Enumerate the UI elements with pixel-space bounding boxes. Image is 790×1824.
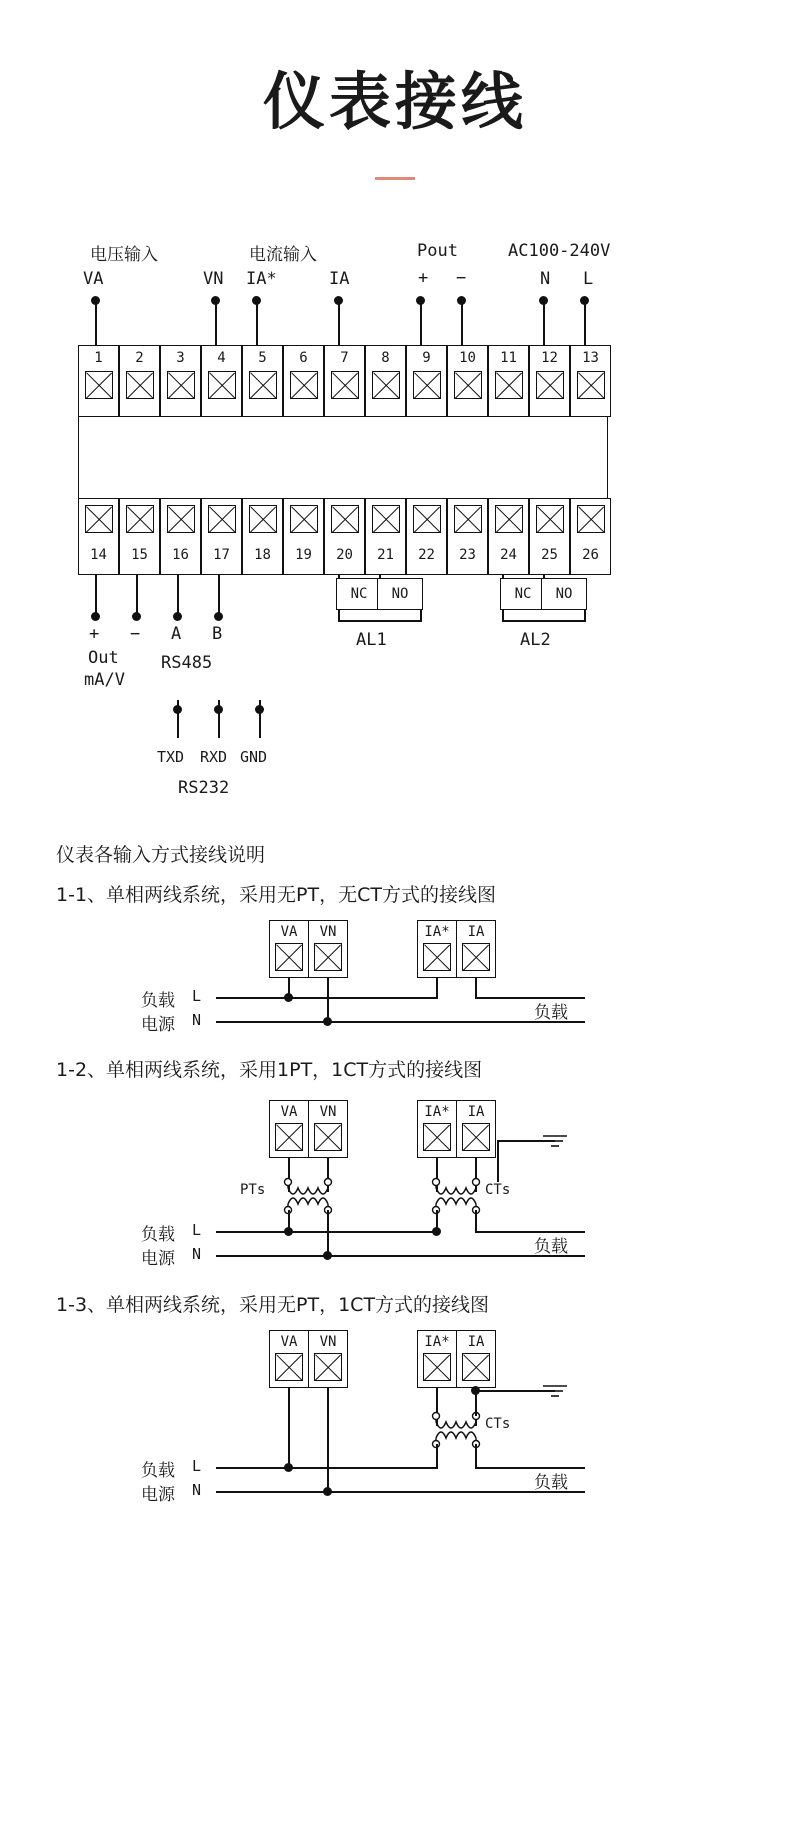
lead-wire-12	[543, 300, 545, 346]
label-va: VA	[83, 269, 104, 289]
c2-ct-pri-right	[475, 1210, 477, 1232]
c3-ct-pri-left	[436, 1444, 438, 1468]
terminal-screw-17	[208, 505, 236, 533]
terminal-number-10: 10	[459, 350, 476, 366]
label-al1: AL1	[356, 630, 387, 650]
ground-symbol-case3	[541, 1382, 571, 1402]
terminal-number-20: 20	[336, 547, 353, 563]
terminal-number-18: 18	[254, 547, 271, 563]
terminal-number-19: 19	[295, 547, 312, 563]
c1-line-l	[216, 997, 438, 999]
c2-line-n	[216, 1255, 585, 1257]
terminal-number-3: 3	[176, 350, 185, 366]
c1-label-n: N	[192, 1011, 202, 1029]
c2-screw-ia	[462, 1123, 490, 1151]
terminal-1	[78, 345, 119, 417]
c3-label-load-right: 负载	[534, 1473, 568, 1493]
terminal-number-17: 17	[213, 547, 230, 563]
lead-dot-3	[211, 296, 220, 305]
c1-drop-vn	[327, 978, 329, 1022]
terminal-screw-22	[413, 505, 441, 533]
label-pout: Pout	[417, 241, 458, 261]
c3-drop-vn	[327, 1388, 329, 1492]
terminal-screw-13	[577, 371, 605, 399]
rs232-dot-txd	[173, 705, 182, 714]
label-txd: TXD	[157, 748, 185, 766]
terminal-number-6: 6	[299, 350, 308, 366]
terminal-7	[324, 345, 365, 417]
terminal-21	[365, 498, 406, 575]
c3-dot-n	[323, 1487, 332, 1496]
ct-transformer-symbol	[418, 1170, 528, 1220]
c1-line-l-right	[475, 997, 585, 999]
c3-label-iastar: IA*	[424, 1334, 450, 1350]
c3-label-source: 电源	[141, 1485, 175, 1505]
c2-pt-pri-right	[327, 1210, 329, 1256]
terminal-3	[160, 345, 201, 417]
c1-label-load-right: 负载	[534, 1003, 568, 1023]
terminal-2	[119, 345, 160, 417]
lead-wire-1	[95, 300, 97, 346]
terminal-screw-21	[372, 505, 400, 533]
terminal-number-7: 7	[340, 350, 349, 366]
terminal-25	[529, 498, 570, 575]
c3-ct-pri-right	[475, 1444, 477, 1468]
label-rs485: RS485	[161, 653, 213, 673]
ground-symbol-case2	[541, 1132, 571, 1152]
terminal-5	[242, 345, 283, 417]
terminal-11	[488, 345, 529, 417]
c2-label-load-left: 负载	[141, 1225, 175, 1245]
lead-dot-13	[580, 296, 589, 305]
c1-drop-ia	[475, 978, 477, 998]
label-al2-nc: NC	[514, 586, 532, 602]
rs232-dot-rxd	[214, 705, 223, 714]
lead-wire-5	[256, 300, 258, 346]
c3-line-l-right	[475, 1467, 585, 1469]
c1-label-l: L	[192, 987, 202, 1005]
label-rxd: RXD	[200, 748, 228, 766]
terminal-12	[529, 345, 570, 417]
case-1-2-heading: 1-2、单相两线系统，采用1PT，1CT方式的接线图	[56, 1059, 483, 1081]
terminal-screw-11	[495, 371, 523, 399]
terminal-22	[406, 498, 447, 575]
c2-screw-iastar	[423, 1123, 451, 1151]
c2-label-cts: CTs	[485, 1182, 511, 1198]
lead-dot-12	[539, 296, 548, 305]
c2-line-l-right	[475, 1231, 585, 1233]
ct-transformer-symbol-case3	[418, 1404, 528, 1454]
terminal-6	[283, 345, 324, 417]
label-vn: VN	[203, 269, 224, 289]
terminal-9	[406, 345, 447, 417]
out-lead-wire-15	[136, 575, 138, 617]
terminal-screw-26	[577, 505, 605, 533]
rs485-lead-dot-17	[214, 612, 223, 621]
terminal-screw-18	[249, 505, 277, 533]
lead-dot-10	[457, 296, 466, 305]
label-rs485-b: B	[212, 624, 223, 644]
label-current-input: 电流输入	[249, 245, 317, 265]
out-lead-wire-14	[95, 575, 97, 617]
out-lead-dot-15	[132, 612, 141, 621]
terminal-screw-3	[167, 371, 195, 399]
c2-dot-l	[284, 1227, 293, 1236]
terminal-number-14: 14	[90, 547, 107, 563]
terminal-screw-4	[208, 371, 236, 399]
c3-label-load-left: 负载	[141, 1461, 175, 1481]
terminal-number-26: 26	[582, 547, 599, 563]
terminal-number-23: 23	[459, 547, 476, 563]
c3-dot-l	[284, 1463, 293, 1472]
pt-transformer-symbol	[262, 1170, 372, 1220]
label-rs232: RS232	[178, 778, 230, 798]
terminal-8	[365, 345, 406, 417]
c2-label-iastar: IA*	[424, 1104, 450, 1120]
terminal-number-12: 12	[541, 350, 558, 366]
c2-dot-ct	[432, 1227, 441, 1236]
lead-wire-13	[584, 300, 586, 346]
terminal-number-16: 16	[172, 547, 189, 563]
terminal-screw-23	[454, 505, 482, 533]
c3-screw-va	[275, 1353, 303, 1381]
terminal-number-1: 1	[94, 350, 103, 366]
terminal-15	[119, 498, 160, 575]
terminal-screw-10	[454, 371, 482, 399]
terminal-number-4: 4	[217, 350, 226, 366]
c1-label-source: 电源	[141, 1015, 175, 1035]
label-pout-minus: −	[456, 268, 467, 288]
terminal-10	[447, 345, 488, 417]
terminal-screw-6	[290, 371, 318, 399]
lead-dot-7	[334, 296, 343, 305]
c1-label-va: VA	[280, 924, 298, 940]
terminal-screw-19	[290, 505, 318, 533]
terminal-screw-25	[536, 505, 564, 533]
label-out-plus: +	[89, 624, 100, 644]
c2-screw-vn	[314, 1123, 342, 1151]
lead-wire-3	[215, 300, 217, 346]
terminal-screw-20	[331, 505, 359, 533]
terminal-4	[201, 345, 242, 417]
terminal-20	[324, 498, 365, 575]
c2-label-va: VA	[280, 1104, 298, 1120]
terminal-number-15: 15	[131, 547, 148, 563]
c1-screw-ia	[462, 943, 490, 971]
c3-label-l: L	[192, 1457, 202, 1475]
c3-label-ia: IA	[467, 1334, 485, 1350]
terminal-26	[570, 498, 611, 575]
terminal-number-9: 9	[422, 350, 431, 366]
terminal-16	[160, 498, 201, 575]
out-lead-dot-14	[91, 612, 100, 621]
case-1-3-heading: 1-3、单相两线系统，采用无PT，1CT方式的接线图	[56, 1294, 490, 1316]
label-voltage-input: 电压输入	[90, 245, 158, 265]
terminal-screw-8	[372, 371, 400, 399]
c1-drop-iastar	[436, 978, 438, 998]
c3-line-l	[216, 1467, 438, 1469]
c3-label-va: VA	[280, 1334, 298, 1350]
terminal-screw-2	[126, 371, 154, 399]
rs485-lead-wire-17	[218, 575, 220, 617]
terminal-number-13: 13	[582, 350, 599, 366]
label-gnd: GND	[240, 748, 268, 766]
label-ia: IA	[329, 269, 350, 289]
terminal-23	[447, 498, 488, 575]
terminal-screw-9	[413, 371, 441, 399]
terminal-screw-14	[85, 505, 113, 533]
terminal-number-24: 24	[500, 547, 517, 563]
terminal-13	[570, 345, 611, 417]
lead-dot-9	[416, 296, 425, 305]
title-divider	[375, 177, 415, 180]
c1-dot-n	[323, 1017, 332, 1026]
lead-wire-10	[461, 300, 463, 346]
c2-label-n: N	[192, 1245, 202, 1263]
label-rs485-a: A	[171, 624, 182, 644]
rs485-lead-wire-16	[177, 575, 179, 617]
lead-dot-5	[252, 296, 261, 305]
c2-label-l: L	[192, 1221, 202, 1239]
label-ia-star: IA*	[246, 269, 277, 289]
c1-dot-l	[284, 993, 293, 1002]
rs485-lead-dot-16	[173, 612, 182, 621]
terminal-number-22: 22	[418, 547, 435, 563]
c2-ct-ground-riser	[497, 1140, 499, 1182]
c2-label-pts: PTs	[240, 1182, 266, 1198]
terminal-screw-24	[495, 505, 523, 533]
c3-screw-iastar	[423, 1353, 451, 1381]
al2-bus	[502, 620, 586, 622]
lead-wire-9	[420, 300, 422, 346]
notes-heading: 仪表各输入方式接线说明	[56, 844, 266, 866]
label-out: Out	[88, 648, 119, 668]
page-title: 仪表接线	[262, 65, 527, 138]
label-out-minus: −	[130, 624, 141, 644]
terminal-18	[242, 498, 283, 575]
terminal-screw-15	[126, 505, 154, 533]
c3-label-vn: VN	[319, 1334, 337, 1350]
terminal-number-5: 5	[258, 350, 267, 366]
label-al1-no: NO	[391, 586, 409, 602]
c3-screw-ia	[462, 1353, 490, 1381]
c1-line-n	[216, 1021, 585, 1023]
terminal-screw-1	[85, 371, 113, 399]
terminal-number-8: 8	[381, 350, 390, 366]
c2-screw-va	[275, 1123, 303, 1151]
c3-ground-dot	[471, 1386, 480, 1395]
label-al2: AL2	[520, 630, 551, 650]
c1-screw-va	[275, 943, 303, 971]
label-pout-plus: +	[418, 268, 429, 288]
c3-label-n: N	[192, 1481, 202, 1499]
label-out-unit: mA/V	[84, 670, 125, 690]
terminal-17	[201, 498, 242, 575]
c3-line-n	[216, 1491, 585, 1493]
label-ac-l: L	[583, 269, 594, 289]
terminal-14	[78, 498, 119, 575]
terminal-19	[283, 498, 324, 575]
c1-label-vn: VN	[319, 924, 337, 940]
al1-bus	[338, 620, 422, 622]
terminal-screw-12	[536, 371, 564, 399]
c1-label-load-left: 负载	[141, 991, 175, 1011]
c3-drop-va	[288, 1388, 290, 1468]
c3-screw-vn	[314, 1353, 342, 1381]
c1-label-iastar: IA*	[424, 924, 450, 940]
terminal-screw-16	[167, 505, 195, 533]
label-ac-n: N	[540, 269, 551, 289]
label-ac-power: AC100-240V	[508, 241, 611, 261]
c2-label-vn: VN	[319, 1104, 337, 1120]
c2-label-load-right: 负载	[534, 1237, 568, 1257]
label-al2-no: NO	[555, 586, 573, 602]
c2-label-ia: IA	[467, 1104, 485, 1120]
terminal-number-11: 11	[500, 350, 517, 366]
c3-label-cts: CTs	[485, 1416, 511, 1432]
terminal-number-2: 2	[135, 350, 144, 366]
c1-screw-iastar	[423, 943, 451, 971]
c2-label-source: 电源	[141, 1249, 175, 1269]
case-1-1-heading: 1-1、单相两线系统，采用无PT，无CT方式的接线图	[56, 884, 496, 906]
terminal-number-21: 21	[377, 547, 394, 563]
terminal-24	[488, 498, 529, 575]
c2-line-l	[216, 1231, 438, 1233]
terminal-number-25: 25	[541, 547, 558, 563]
c1-label-ia: IA	[467, 924, 485, 940]
label-al1-nc: NC	[350, 586, 368, 602]
lead-wire-7	[338, 300, 340, 346]
terminal-screw-7	[331, 371, 359, 399]
lead-dot-1	[91, 296, 100, 305]
rs232-dot-gnd	[255, 705, 264, 714]
c2-dot-n	[323, 1251, 332, 1260]
terminal-screw-5	[249, 371, 277, 399]
c1-screw-vn	[314, 943, 342, 971]
